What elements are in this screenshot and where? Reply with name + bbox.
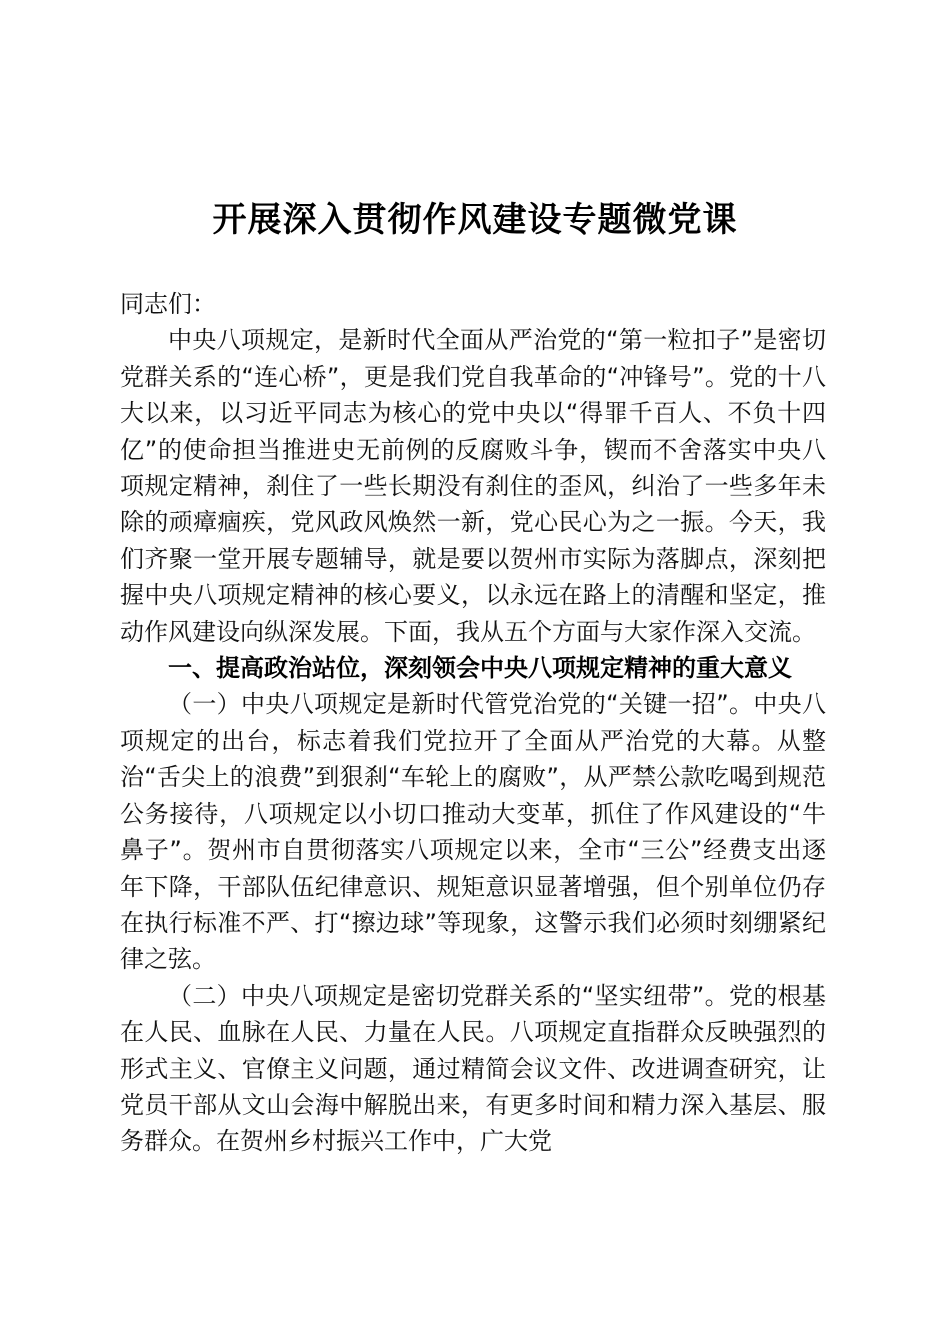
subsection-2-paragraph: （二）中央八项规定是密切党群关系的“坚实纽带”。党的根基在人民、血脉在人民、力量在人民。八项规定直指群众反映强烈的形式主义、官僚主义问题，通过精简会议文件、改进调查研究，让党员干部从文山会海中解脱出来，有更多时间和精力深入基层、服务群众。在贺州乡村振兴工作中，广大党: [120, 981, 826, 1156]
section-heading-1: 一、提高政治站位，深刻领会中央八项规定精神的重大意义: [168, 654, 792, 683]
document-title: 开展深入贯彻作风建设专题微党课: [212, 200, 738, 240]
intro-paragraph: 中央八项规定，是新时代全面从严治党的“第一粒扣子”是密切党群关系的“连心桥”，更是我们党自我革命的“冲锋号”。党的十八大以来，以习近平同志为核心的党中央以“得罪千百人、不负十四亿”的使命担当推进史无前例的反腐败斗争，锲而不舍落实中央八项规定精神，刹住了一些长期没有刹住的歪风，纠治了一些多年未除的顽瘴痼疾，党风政风焕然一新，党心民心为之一振。今天，我们齐聚一堂开展专题辅导，就是要以贺州市实际为落脚点，深刻把握中央八项规定精神的核心要义，以永远在路上的清醒和坚定，推动作风建设向纵深发展。下面，我从五个方面与大家作深入交流。: [120, 326, 826, 646]
salutation: 同志们：: [120, 290, 216, 318]
subsection-1-paragraph: （一）中央八项规定是新时代管党治党的“关键一招”。中央八项规定的出台，标志着我们党拉开了全面从严治党的大幕。从整治“舌尖上的浪费”到狠刹“车轮上的腐败”，从严禁公款吃喝到规范公务接待，八项规定以小切口推动大变革，抓住了作风建设的“牛鼻子”。贺州市自贯彻落实八项规定以来，全市“三公”经费支出逐年下降，干部队伍纪律意识、规矩意识显著增强，但个别单位仍存在执行标准不严、打“擦边球”等现象，这警示我们必须时刻绷紧纪律之弦。: [120, 690, 826, 974]
document-body: [120, 286, 826, 1160]
